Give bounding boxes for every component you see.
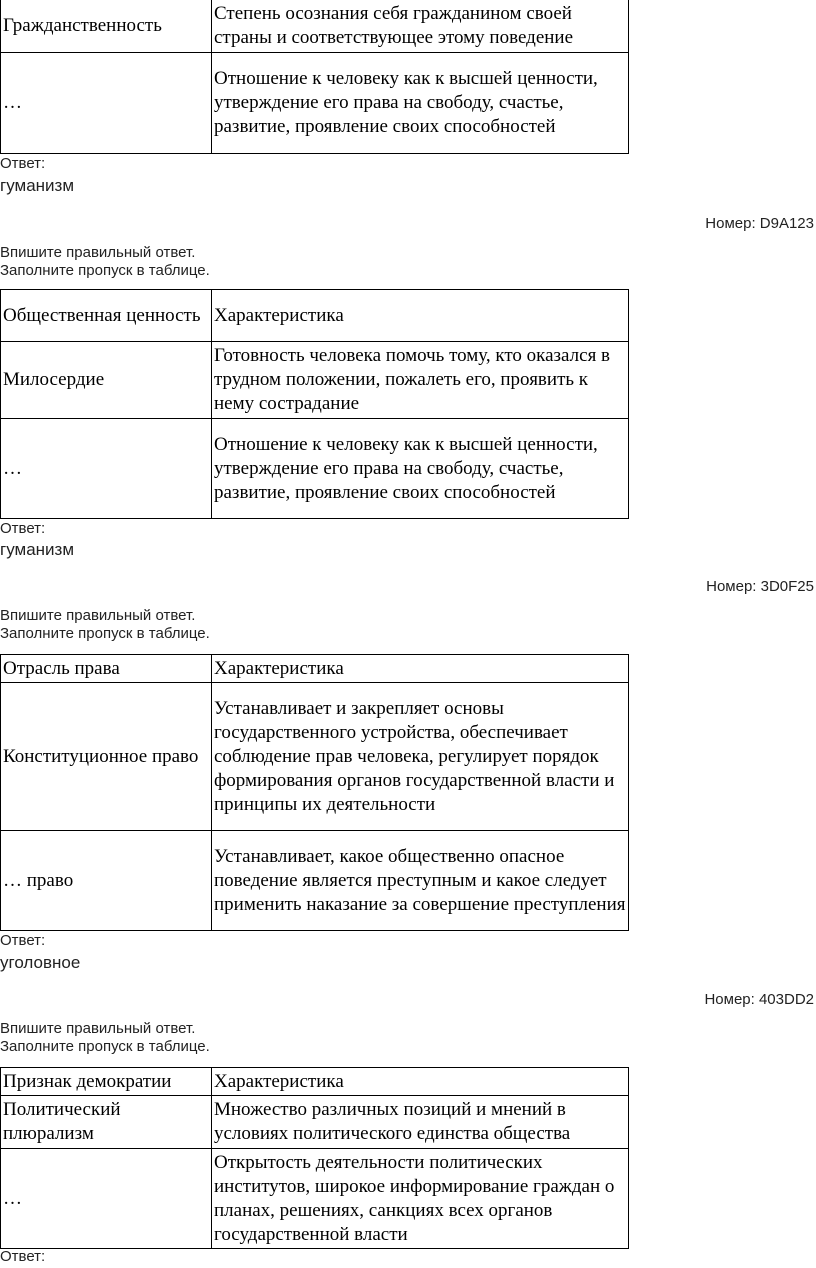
answer-label: Ответ:: [0, 932, 46, 949]
table-cell: Устанавливает, какое общественно опасное поведение является преступным и какое следует применить наказание за совершение преступления: [212, 831, 629, 931]
table-cell: Общественная ценность: [1, 290, 212, 342]
table-row: [1, 342, 629, 419]
instruction: Впишите правильный ответ.: [0, 607, 196, 624]
table-cell: Характеристика: [212, 1068, 629, 1096]
table-row: [1, 831, 629, 931]
table-row: [1, 53, 629, 154]
table-cell: Готовность человека помочь тому, кто оказался в трудном положении, пожалеть его, проявить к нему сострадание: [212, 342, 629, 419]
table-cell: …: [1, 1149, 212, 1249]
q3-table: [0, 654, 629, 931]
answer-label: Ответ:: [0, 1248, 46, 1265]
answer-value: уголовное: [0, 953, 81, 972]
instruction: Заполните пропуск в таблице.: [0, 625, 210, 642]
table-cell: Конституционное право: [1, 683, 212, 831]
answer-label: Ответ:: [0, 155, 46, 172]
table-cell: Открытость деятельности политических институтов, широкое информирование граждан о планах, решениях, санкциях всех органов государственной власти: [212, 1149, 629, 1249]
question-number: Номер: D9A123: [705, 215, 814, 232]
table-cell: Характеристика: [212, 290, 629, 342]
table-row: [1, 655, 629, 683]
table-cell: Отношение к человеку как к высшей ценности, утверждение его права на свободу, счастье, развитие, проявление своих способностей: [212, 419, 629, 519]
table-row: [1, 1149, 629, 1249]
table-cell: Отрасль права: [1, 655, 212, 683]
table-cell: …: [1, 419, 212, 519]
table-cell: Степень осознания себя гражданином своей страны и соответствующее этому поведение: [212, 0, 629, 53]
table-row: [1, 683, 629, 831]
instruction: Заполните пропуск в таблице.: [0, 262, 210, 279]
answer-value: гуманизм: [0, 176, 75, 195]
table-row: [1, 1096, 629, 1149]
question-number: Номер: 3D0F25: [706, 578, 814, 595]
answer-label: Ответ:: [0, 520, 46, 537]
table-cell: Характеристика: [212, 655, 629, 683]
table-cell: Милосердие: [1, 342, 212, 419]
table-row: [1, 1068, 629, 1096]
table-row: [1, 290, 629, 342]
table-cell: Гражданственность: [1, 0, 212, 53]
answer-value: гуманизм: [0, 540, 75, 559]
instruction: Впишите правильный ответ.: [0, 244, 196, 261]
table-row: [1, 0, 629, 53]
table-row: [1, 419, 629, 519]
table-cell: … право: [1, 831, 212, 931]
table-cell: Множество различных позиций и мнений в условиях политического единства общества: [212, 1096, 629, 1149]
q2-table: [0, 289, 629, 519]
table-cell: Отношение к человеку как к высшей ценности, утверждение его права на свободу, счастье, развитие, проявление своих способностей: [212, 53, 629, 154]
question-number: Номер: 403DD2: [704, 991, 814, 1008]
instruction: Впишите правильный ответ.: [0, 1020, 196, 1037]
q4-table: [0, 1067, 629, 1249]
table-cell: …: [1, 53, 212, 154]
table-cell: Устанавливает и закрепляет основы государственного устройства, обеспечивает соблюдение прав человека, регулирует порядок формирования органов государственной власти и принципы их деятельности: [212, 683, 629, 831]
table-cell: Политический плюрализм: [1, 1096, 212, 1149]
instruction: Заполните пропуск в таблице.: [0, 1038, 210, 1055]
table-cell: Признак демократии: [1, 1068, 212, 1096]
q1-table: [0, 0, 629, 154]
